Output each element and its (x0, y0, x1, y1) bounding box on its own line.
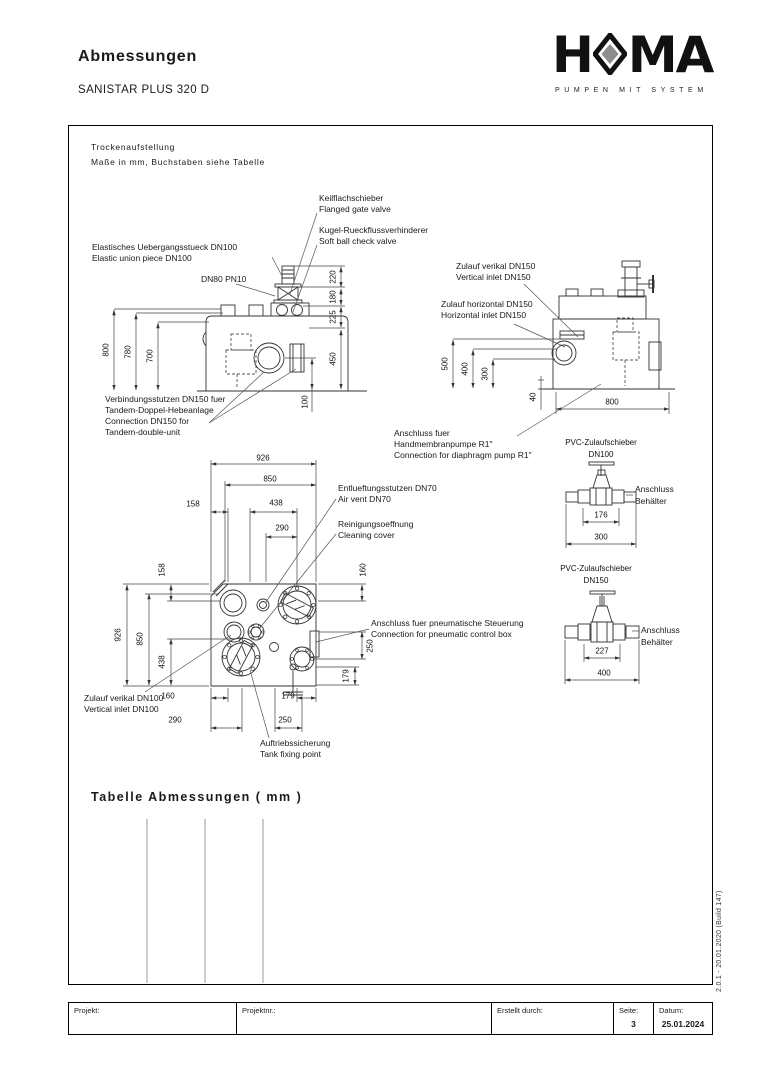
dimension-table-heading: Tabelle Abmessungen ( mm ) (91, 790, 303, 804)
seite-label: Seite: (619, 1006, 639, 1015)
label-cleaning-cover-en: Cleaning cover (338, 530, 395, 540)
label-check-valve-de: Kugel-Rueckflussverhinderer (319, 225, 429, 235)
dim-850-left: 850 (135, 632, 145, 646)
footer-cell-seite (613, 1003, 653, 1034)
dim-780-front: 780 (123, 345, 133, 359)
dim-438-top: 438 (269, 498, 283, 508)
logo-letters-ma: MA (627, 26, 713, 84)
dim-179-bottom: 179 (281, 691, 295, 701)
label-dn80-pn10: DN80 PN10 (201, 274, 247, 284)
document-date: 25.01.2024 (661, 1019, 705, 1029)
valve-dn150-drawing (565, 591, 639, 642)
dim-500-side: 500 (440, 357, 450, 371)
label-vertical-inlet-dn100-de: Zulauf verikal DN100 (84, 693, 164, 703)
dim-438-left: 438 (157, 655, 167, 669)
product-name: SANISTAR PLUS 320 D (78, 84, 210, 96)
dim-158-top: 158 (186, 499, 200, 509)
dim-800-front: 800 (101, 343, 111, 357)
label-tank-connection-150-2: Behälter (641, 637, 673, 647)
front-view-dimension-lines (114, 266, 345, 412)
valve-dn100-title-1: PVC-Zulaufschieber (565, 438, 637, 447)
dim-850-top: 850 (263, 474, 277, 484)
dim-290-bottom: 290 (168, 715, 182, 725)
page-number: 3 (631, 1019, 636, 1029)
datum-label: Datum: (659, 1006, 684, 1015)
homa-logo (552, 26, 713, 84)
dim-400-side: 400 (460, 362, 470, 376)
drawing-sheet (68, 125, 713, 985)
label-tandem-connection-3: Connection DN150 for (105, 416, 190, 426)
label-pneumatic-control-en: Connection for pneumatic control box (371, 629, 512, 639)
dim-176-valve100: 176 (594, 510, 608, 520)
label-tandem-connection-4: Tandem-double-unit (105, 427, 181, 437)
label-tank-connection-150-1: Anschluss (641, 625, 680, 635)
label-gate-valve-en: Flanged gate valve (319, 204, 391, 214)
valve-dn100-drawing (566, 462, 636, 505)
label-vertical-inlet-dn150-en: Vertical inlet DN150 (456, 272, 531, 282)
dim-180-front: 180 (328, 290, 338, 304)
top-view-dimension-lines (123, 460, 366, 732)
side-view-drawing (539, 261, 675, 389)
label-diaphragm-pump-1: Anschluss fuer (394, 428, 450, 438)
dim-800-side: 800 (605, 397, 619, 407)
dim-450-front: 450 (328, 352, 338, 366)
footer-title-block (68, 1002, 713, 1035)
projektnr-label: Projektnr.: (242, 1006, 276, 1015)
label-vertical-inlet-dn100-en: Vertical inlet DN100 (84, 704, 159, 714)
valve-dn100-title-2: DN100 (588, 450, 614, 459)
label-tank-fixing-en: Tank fixing point (260, 749, 321, 759)
valve-dn150-title-1: PVC-Zulaufschieber (560, 564, 632, 573)
dim-158-left: 158 (157, 563, 167, 577)
table-column-lines (147, 819, 263, 983)
footer-cell-erstellt (491, 1003, 613, 1034)
note-units: Maße in mm, Buchstaben siehe Tabelle (91, 157, 265, 167)
footer-cell-projektnr (236, 1003, 491, 1034)
dim-40-side: 40 (528, 392, 538, 402)
label-gate-valve-de: Keilflachschieber (319, 193, 384, 203)
top-view-leader-lines (145, 499, 369, 738)
footer-cell-datum (653, 1003, 712, 1034)
projekt-label: Projekt: (74, 1006, 100, 1015)
label-pneumatic-control-de: Anschluss fuer pneumatische Steuerung (371, 618, 524, 628)
dim-227-valve150: 227 (595, 646, 609, 656)
label-air-vent-en: Air vent DN70 (338, 494, 391, 504)
dim-926-top: 926 (256, 453, 270, 463)
label-check-valve-en: Soft ball check valve (319, 236, 397, 246)
footer-cell-projekt (69, 1003, 236, 1034)
dim-400-valve150: 400 (597, 668, 611, 678)
erstellt-durch-label: Erstellt durch: (497, 1006, 543, 1015)
dim-225-front: 225 (328, 310, 338, 324)
label-tank-connection-100-1: Anschluss (635, 484, 674, 494)
label-tandem-connection-1: Verbindungsstutzen DN150 fuer (105, 394, 226, 404)
dim-179-right: 179 (341, 669, 351, 683)
label-horizontal-inlet-dn150-en: Horizontal inlet DN150 (441, 310, 527, 320)
page-title: Abmessungen (78, 48, 198, 65)
dim-250-bottom: 250 (278, 715, 292, 725)
label-tank-fixing-de: Auftriebssicherung (260, 738, 331, 748)
dim-300-side: 300 (480, 367, 490, 381)
label-union-de: Elastisches Uebergangsstueck DN100 (92, 242, 238, 252)
dim-220-front: 220 (328, 270, 338, 284)
dim-160-right: 160 (358, 563, 368, 577)
label-diaphragm-pump-2: Handmembranpumpe R1" (394, 439, 493, 449)
dim-926-left: 926 (113, 628, 123, 642)
valve-dn150-title-2: DN150 (583, 576, 609, 585)
logo-tagline: PUMPEN MIT SYSTEM (555, 87, 708, 94)
label-cleaning-cover-de: Reinigungsoeffnung (338, 519, 414, 529)
dim-250-right: 250 (365, 639, 375, 653)
label-tank-connection-100-2: Behälter (635, 496, 667, 506)
diamond-icon (593, 33, 627, 75)
dim-300-valve100: 300 (594, 532, 608, 542)
note-installation-type: Trockenaufstellung (91, 142, 176, 152)
label-horizontal-inlet-dn150-de: Zulauf horizontal DN150 (441, 299, 533, 309)
dim-290-top: 290 (275, 523, 289, 533)
dim-100-front: 100 (300, 395, 310, 409)
label-tandem-connection-2: Tandem-Doppel-Hebeanlage (105, 405, 214, 415)
version-note: 2.0.1 - 20.01.2020 (Build 147) (716, 890, 723, 992)
label-vertical-inlet-dn150-de: Zulauf verikal DN150 (456, 261, 536, 271)
dim-160-bottom: 160 (161, 691, 175, 701)
label-union-en: Elastic union piece DN100 (92, 253, 192, 263)
dim-700-front: 700 (145, 349, 155, 363)
label-diaphragm-pump-3: Connection for diaphragm pump R1" (394, 450, 532, 460)
label-air-vent-de: Entlueftungsstutzen DN70 (338, 483, 437, 493)
logo-letter-h: H (552, 26, 592, 84)
